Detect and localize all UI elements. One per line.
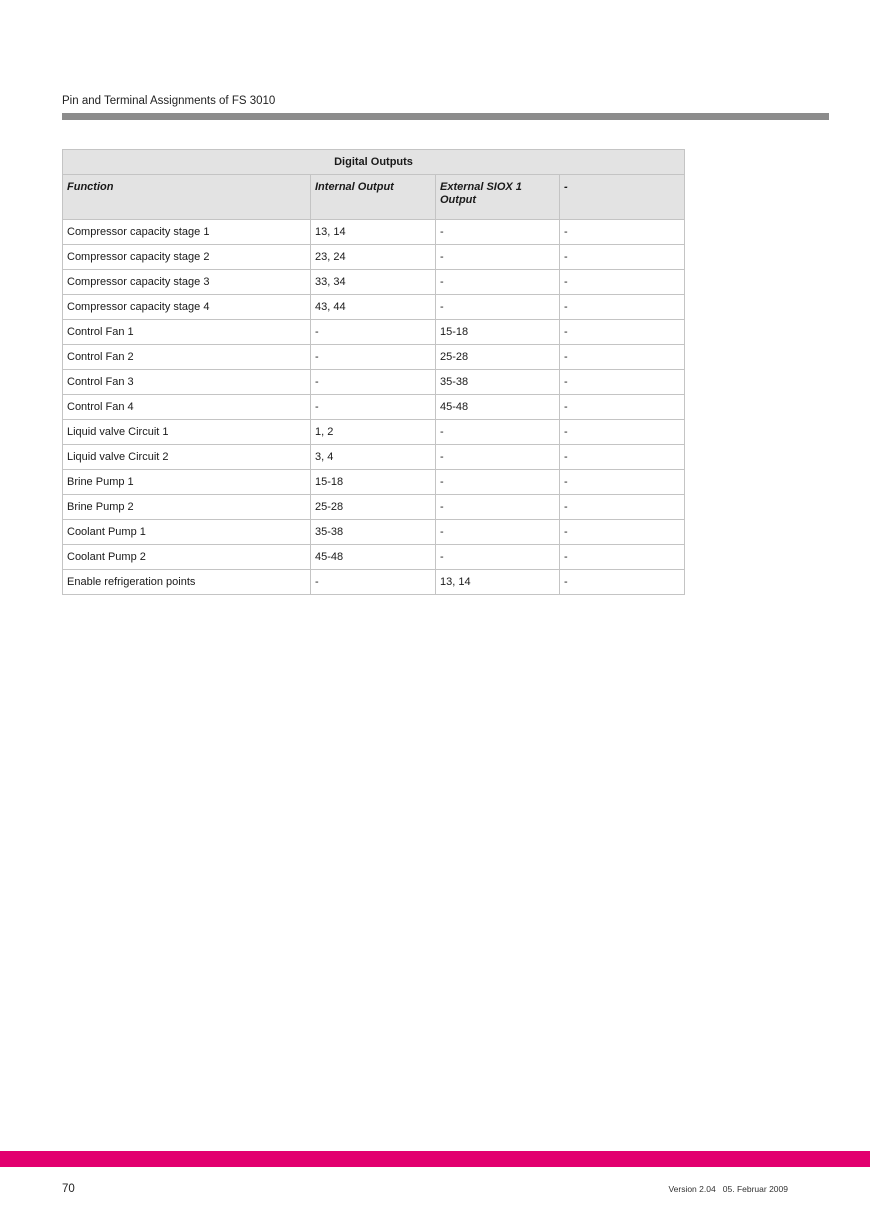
table-cell: Coolant Pump 2 — [63, 545, 311, 570]
table-cell: - — [560, 520, 685, 545]
column-header-extra: - — [560, 175, 685, 220]
table-cell: Enable refrigeration points — [63, 570, 311, 595]
table-cell: - — [560, 395, 685, 420]
table-row — [63, 445, 685, 470]
table-cell: - — [436, 545, 560, 570]
table-row — [63, 395, 685, 420]
table-cell: - — [560, 245, 685, 270]
column-header-internal-output: Internal Output — [311, 175, 436, 220]
table-cell: Brine Pump 1 — [63, 470, 311, 495]
table-cell: 33, 34 — [311, 270, 436, 295]
table-cell: 3, 4 — [311, 445, 436, 470]
table-cell: - — [560, 445, 685, 470]
table-cell: - — [311, 320, 436, 345]
table-cell: - — [560, 345, 685, 370]
table-cell: - — [560, 370, 685, 395]
table-row — [63, 570, 685, 595]
table-header-row — [63, 175, 685, 220]
table-cell: Control Fan 4 — [63, 395, 311, 420]
table-cell: - — [436, 245, 560, 270]
table-cell: 35-38 — [311, 520, 436, 545]
table-cell: - — [560, 320, 685, 345]
table-cell: 13, 14 — [436, 570, 560, 595]
table-cell: 1, 2 — [311, 420, 436, 445]
table-caption: Digital Outputs — [63, 150, 685, 175]
table-cell: Control Fan 1 — [63, 320, 311, 345]
table-cell: - — [436, 520, 560, 545]
table-row — [63, 270, 685, 295]
table-cell: 45-48 — [436, 395, 560, 420]
table-cell: - — [436, 495, 560, 520]
page-header-title: Pin and Terminal Assignments of FS 3010 — [62, 95, 276, 107]
table-cell: - — [560, 570, 685, 595]
table-cell: - — [436, 270, 560, 295]
table-cell: Compressor capacity stage 3 — [63, 270, 311, 295]
table-cell: - — [560, 470, 685, 495]
table-cell: Coolant Pump 1 — [63, 520, 311, 545]
table-cell: 23, 24 — [311, 245, 436, 270]
table-cell: - — [560, 220, 685, 245]
table-cell: - — [436, 420, 560, 445]
table-cell: - — [436, 295, 560, 320]
table-cell: - — [560, 295, 685, 320]
table-cell: - — [560, 545, 685, 570]
table-cell: 15-18 — [311, 470, 436, 495]
table-cell: Liquid valve Circuit 1 — [63, 420, 311, 445]
digital-outputs-table — [62, 149, 685, 595]
table-cell: 25-28 — [436, 345, 560, 370]
table-cell: 35-38 — [436, 370, 560, 395]
table-cell: - — [436, 220, 560, 245]
footer-accent-bar — [0, 1151, 870, 1167]
table-body — [63, 220, 685, 595]
table-row — [63, 320, 685, 345]
table-cell: 15-18 — [436, 320, 560, 345]
table-cell: Compressor capacity stage 4 — [63, 295, 311, 320]
table-cell: 13, 14 — [311, 220, 436, 245]
column-header-function: Function — [63, 175, 311, 220]
table-cell: - — [436, 470, 560, 495]
table-row — [63, 520, 685, 545]
table-cell: - — [560, 495, 685, 520]
column-header-external-siox-output: External SIOX 1 Output — [436, 175, 560, 220]
table-cell: Control Fan 2 — [63, 345, 311, 370]
table-row — [63, 545, 685, 570]
header-rule — [62, 113, 829, 120]
table-cell: - — [560, 420, 685, 445]
page-number: 70 — [62, 1183, 75, 1195]
table-row — [63, 470, 685, 495]
table-cell: 45-48 — [311, 545, 436, 570]
table-cell: Compressor capacity stage 1 — [63, 220, 311, 245]
table-cell: - — [311, 570, 436, 595]
table-caption-row — [63, 150, 685, 175]
table-row — [63, 220, 685, 245]
table-cell: Liquid valve Circuit 2 — [63, 445, 311, 470]
table-row — [63, 245, 685, 270]
table-cell: - — [311, 345, 436, 370]
table-row — [63, 495, 685, 520]
table-cell: - — [311, 395, 436, 420]
table-cell: 25-28 — [311, 495, 436, 520]
table-cell: Control Fan 3 — [63, 370, 311, 395]
table-cell: Compressor capacity stage 2 — [63, 245, 311, 270]
table-row — [63, 345, 685, 370]
version-info: Version 2.04 05. Februar 2009 — [668, 1184, 788, 1194]
table-row — [63, 370, 685, 395]
table-row — [63, 295, 685, 320]
table-cell: Brine Pump 2 — [63, 495, 311, 520]
table-row — [63, 420, 685, 445]
table-cell: - — [311, 370, 436, 395]
table-cell: - — [436, 445, 560, 470]
table-cell: - — [560, 270, 685, 295]
table-cell: 43, 44 — [311, 295, 436, 320]
